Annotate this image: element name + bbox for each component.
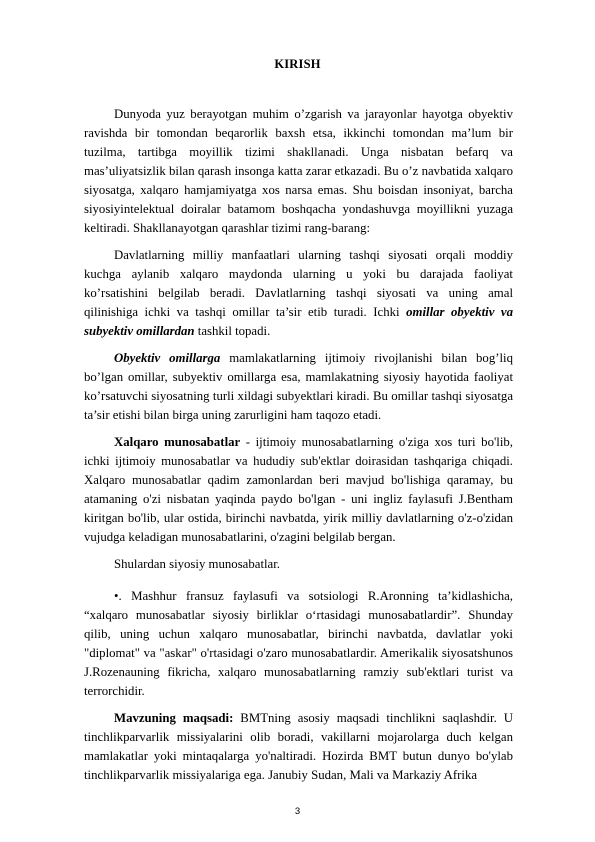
paragraph-aron-quote: •. Mashhur fransuz faylasufi va sotsiologi R.Aronning ta’kidlashicha, “xalqaro munosabatlar siyosiy birliklar o‘rtasidagi munosabatlardir”. Shunday qilib, uning uchun xalqaro munosabatlar, birinchi navbatda, davlatlar yoki "diplomat" va "askar" o'rtasidagi o'zaro munosabatlardir. Amerikalik siyosatshunos J.Rozenauning fikricha, xalqaro munosabatlarning ramziy sub'ektlari turist va terrorchidir. <box>84 589 513 698</box>
page-number: 3 <box>294 806 301 817</box>
emphasis-text: omillar obyektiv va subyektiv omillardan <box>84 305 513 338</box>
paragraph-intro: Dunyoda yuz berayotgan muhim o’zgarish va jarayonlar hayotga obyektiv ravishda bir tomondan beqarorlik baxsh etsa, ikkinchi tomondan ma’lum bir tuzilma, tartibga moyillik tizimi shakllanadi. Unga nisbatan befarq va mas’uliyatsizlik bilan qarash insonga katta zarar etkazadi. Bu o’z navbatida xalqaro siyosatga, xalqaro hamjamiyatga xos narsa emas. Shu boisdan insoniyat, barcha siyosiyintelektual doiralar batamom boshqacha yondashuvga moyillikni yuzaga keltiradi. Shakllanayotgan qarashlar tizimi rang-barang: <box>84 107 513 235</box>
paragraph-text: tashkil topadi. <box>194 324 271 338</box>
paragraph-objective-factors <box>84 349 513 425</box>
paragraph-text: - ijtimoiy munosabatlarning o'ziga xos turi bo'lib, ichki ijtimoiy munosabatlar va hududiy sub'ektlar doirasidan tashqariga chiqadi. Xalqaro munosabatlar qadim zamonlardan beri mavjud bo'lishiga qaramay, bu atamaning o'zi nisbatan yaqinda paydo bo'lgan - uni ingliz faylasufi J.Bentham kiritgan bo'lib, ular ostida, birinchi navbatda, yirik milliy davlatlarning o'z-o'zidan vujudga keladigan munosabatlarini, o'zagini belgilab bergan. <box>84 435 513 544</box>
document-body <box>84 105 513 793</box>
paragraph-text: Davlatlarning milliy manfaatlari ularning tashqi siyosati orqali moddiy kuchga aylanib xalqaro maydonda ularning u yoki bu darajada faoliyat ko’rsatishini belgilab beradi. Davlatlarning tashqi siyosati va uning amal qilinishiga ichki va tashqi omillar ta’sir etib turadi. Ichki <box>84 248 513 319</box>
paragraph-topic-goal <box>84 709 513 785</box>
emphasis-text: Obyektiv omillarga <box>114 351 221 365</box>
paragraph-national-interests <box>84 246 513 341</box>
paragraph-political-relations: Shulardan siyosiy munosabatlar. <box>114 557 280 571</box>
paragraph-text: mamlakatlarning ijtimoiy rivojlanishi bilan bog’liq bo’lgan omillar, subyektiv omillarga esa, mamlakatning siyosiy hayotida faoliyat ko’rsatuvchi siyosatning turli xildagi subyektlari kiradi. Bu omillar tashqi siyosatga ta’sir etishi bilan birga uning zarurligini ham taqozo etadi. <box>84 351 513 422</box>
bold-term: Xalqaro munosabatlar <box>114 435 241 449</box>
bold-term: Mavzuning maqsadi: <box>114 711 234 725</box>
page-title: KIRISH <box>274 57 321 71</box>
paragraph-text: BMTning asosiy maqsadi tinchlikni saqlashdir. U tinchlikparvarlik missiyalarini olib boradi, vakillarni mojarolarga duch kelgan mamlakatlar yoki mintaqalarga yo'naltiradi. Hozirda BMT butun dunyo bo'ylab tinchlikparvarlik missiyalariga ega. Janubiy Sudan, Mali va Markaziy Afrika <box>84 711 513 782</box>
paragraph-international-relations <box>84 433 513 547</box>
